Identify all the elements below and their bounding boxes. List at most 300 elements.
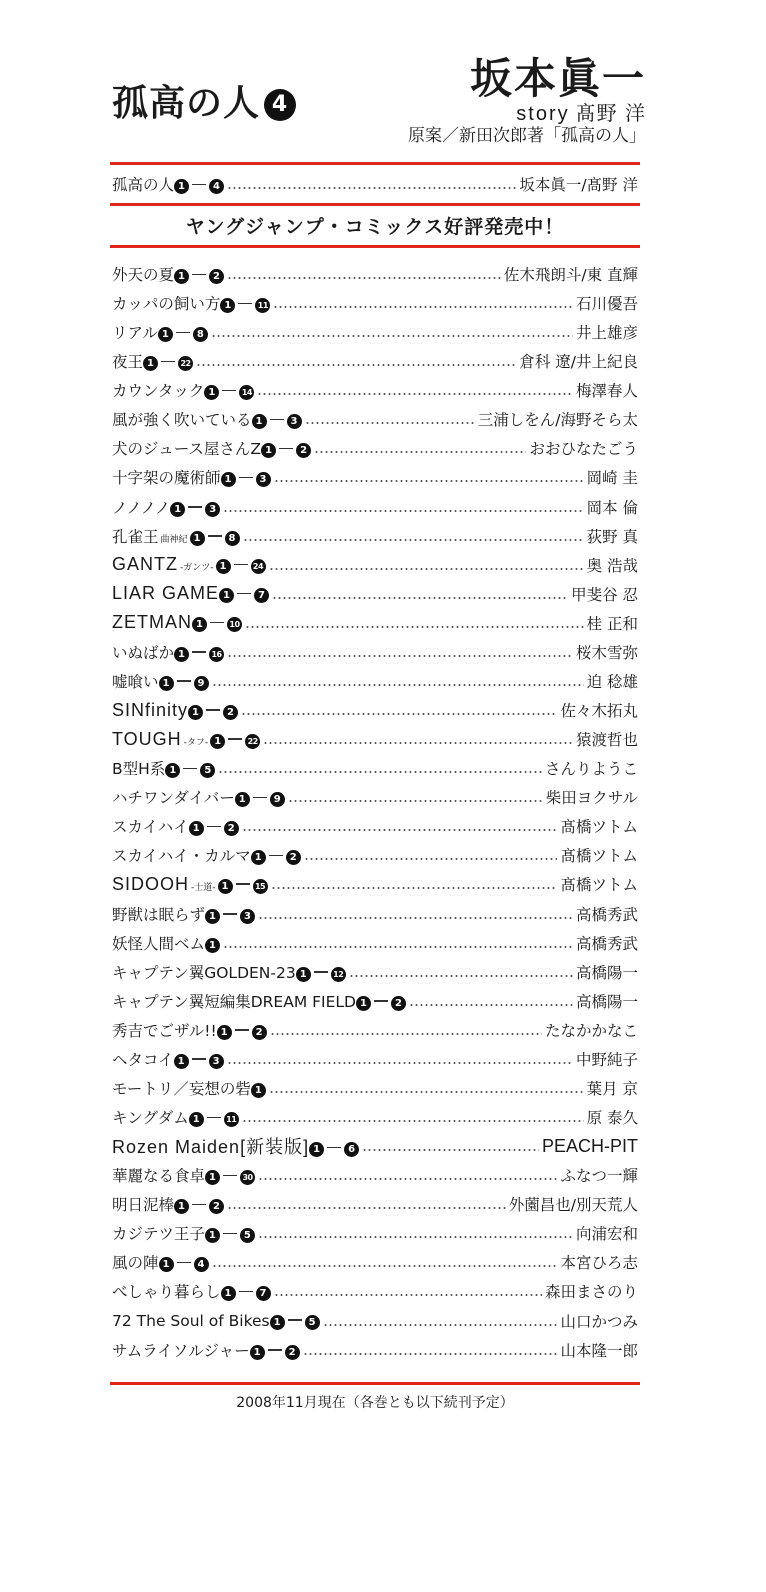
catalog-title-text: 嘘喰い — [112, 672, 159, 691]
volume-end-badge: 2 — [224, 821, 239, 836]
dot-leader — [288, 800, 543, 802]
catalog-title — [112, 1077, 266, 1099]
volume-start-badge: 1 — [205, 1228, 220, 1243]
volume-start-badge: 1 — [174, 179, 189, 194]
volume-start-badge: 1 — [205, 909, 220, 924]
catalog-title-text: キングダム — [112, 1109, 189, 1128]
dot-leader — [257, 393, 573, 395]
volume-start-badge: 1 — [251, 850, 266, 865]
volume-start-badge: 1 — [356, 996, 371, 1011]
volume-end-badge: 4 — [209, 179, 224, 194]
range-dash — [192, 651, 206, 653]
volume-end-badge: 8 — [225, 531, 240, 546]
dot-leader — [270, 1033, 542, 1035]
volume-start-badge: 1 — [143, 356, 158, 371]
volume-start-badge: 1 — [217, 1025, 232, 1040]
catalog-title-text: B型H系 — [112, 760, 166, 779]
catalog-title-text: ヘタコイ — [112, 1050, 174, 1069]
catalog-title-text: LIAR GAME — [112, 583, 220, 604]
catalog-row — [112, 290, 638, 316]
volume-end-badge: 5 — [240, 1228, 255, 1243]
catalog-row — [112, 464, 638, 490]
catalog-title — [112, 932, 220, 954]
volume-end-badge: 6 — [344, 1142, 359, 1157]
banner-heading: ヤングジャンプ・コミックス好評発売中！ — [185, 216, 565, 238]
catalog-title — [112, 786, 285, 808]
catalog-author: 高橋陽一 — [575, 992, 638, 1011]
volume-start-badge: 1 — [174, 1054, 189, 1069]
dot-leader — [349, 975, 573, 977]
dot-leader — [227, 277, 501, 279]
catalog-author: さんりようこ — [544, 760, 638, 779]
catalog-author: 本宮ひろ志 — [560, 1254, 638, 1273]
catalog-row — [112, 1337, 638, 1363]
catalog-title-text: SIDOOH — [112, 873, 190, 894]
catalog-title — [112, 874, 268, 895]
catalog-row — [112, 1133, 638, 1159]
catalog-row — [112, 1162, 638, 1188]
catalog-author: 岡崎 圭 — [586, 469, 638, 488]
volume-end-badge: 3 — [256, 472, 271, 487]
catalog-author: 中野純子 — [575, 1050, 638, 1069]
range-dash — [268, 1349, 282, 1351]
volume-start-badge: 1 — [261, 443, 276, 458]
volume-end-badge: 14 — [239, 385, 254, 400]
catalog-title-text: 72 The Soul of Bikes — [112, 1311, 270, 1330]
volume-start-badge: 1 — [158, 327, 173, 342]
volume-start-badge: 1 — [235, 792, 250, 807]
range-dash — [239, 1291, 253, 1293]
dot-leader — [227, 655, 573, 657]
catalog-title-text: 犬のジュース屋さんZ — [112, 440, 262, 459]
volume-end-badge: 22 — [178, 356, 193, 371]
catalog-row — [112, 784, 638, 810]
range-dash — [177, 680, 191, 682]
catalog-row — [112, 1308, 638, 1334]
range-dash — [177, 1262, 191, 1264]
volume-end-badge: 2 — [223, 705, 238, 720]
volume-end-badge: 24 — [251, 559, 266, 574]
catalog-author: 荻野 真 — [586, 527, 638, 546]
catalog-author: 桜木雪弥 — [575, 643, 638, 662]
volume-start-badge: 1 — [165, 763, 180, 778]
dot-leader — [196, 364, 516, 366]
range-dash — [192, 1204, 206, 1206]
catalog-row — [112, 755, 638, 781]
volume-start-badge: 1 — [216, 559, 231, 574]
volume-start-badge: 1 — [159, 1257, 174, 1272]
volume-start-badge: 1 — [270, 1315, 285, 1330]
dot-leader — [223, 510, 583, 512]
volume-end-badge: 22 — [245, 734, 260, 749]
catalog-row — [112, 435, 638, 461]
catalog-row — [112, 1278, 638, 1304]
catalog-row — [112, 871, 638, 897]
range-dash — [207, 1117, 221, 1119]
volume-start-badge: 1 — [174, 269, 189, 284]
range-dash — [188, 506, 202, 508]
series-title-text: 孤高の人 — [112, 176, 175, 194]
catalog-title-text: モートリ／妄想の砦 — [112, 1079, 251, 1098]
catalog-title — [112, 496, 220, 518]
divider-bottom — [110, 1382, 640, 1385]
volume-end-badge: 4 — [194, 1257, 209, 1272]
footnote: 2008年11月現在（各巻とも以下続刊予定） — [236, 1395, 514, 1411]
volume-end-badge: 11 — [224, 1112, 239, 1127]
volume-start-badge: 1 — [204, 385, 219, 400]
volume-start-badge: 1 — [189, 821, 204, 836]
catalog-title — [112, 1251, 209, 1273]
catalog-row — [112, 1191, 638, 1217]
catalog-row — [112, 726, 638, 752]
catalog-title-text: ノノノノ — [112, 498, 171, 517]
catalog-row — [112, 610, 638, 636]
volume-start-badge: 1 — [252, 414, 267, 429]
divider-top — [110, 162, 640, 165]
volume-start-badge: 1 — [189, 1112, 204, 1127]
catalog-author: たなかかなこ — [544, 1021, 638, 1040]
volume-start-badge: 1 — [219, 588, 234, 603]
catalog-title — [112, 525, 240, 547]
volume-end-badge: 3 — [240, 909, 255, 924]
catalog-row — [112, 1017, 638, 1043]
range-dash — [210, 622, 224, 624]
volume-end-badge: 9 — [194, 676, 209, 691]
catalog-author: 髙橋ツトム — [560, 847, 638, 866]
catalog-row — [112, 1220, 638, 1246]
volume-end-badge: 11 — [255, 298, 270, 313]
catalog-title-text: キャプテン翼GOLDEN-23 — [112, 963, 296, 982]
story-credit — [408, 102, 646, 125]
catalog-title — [112, 1048, 224, 1070]
dot-leader — [242, 829, 558, 831]
catalog-title — [112, 437, 311, 459]
catalog-author: 向浦宏和 — [575, 1225, 638, 1244]
volume-start-badge: 1 — [170, 502, 185, 517]
range-dash — [223, 1233, 237, 1235]
book-title — [112, 82, 296, 126]
volume-end-badge: 2 — [286, 850, 301, 865]
volume-start-badge: 1 — [221, 472, 236, 487]
volume-start-badge: 1 — [221, 1286, 236, 1301]
dot-leader — [218, 771, 542, 773]
volume-start-badge: 1 — [210, 734, 225, 749]
catalog-title — [112, 961, 346, 983]
dot-leader — [272, 597, 568, 599]
dot-leader — [263, 742, 573, 744]
catalog-title — [112, 1339, 300, 1361]
catalog-title-text: 風が強く吹いている — [112, 411, 252, 430]
catalog-author: 井上雄彦 — [575, 324, 638, 343]
catalog-title — [112, 700, 238, 721]
dot-leader — [241, 713, 557, 715]
dot-leader — [227, 1062, 573, 1064]
credits — [408, 56, 646, 147]
catalog-row — [112, 377, 638, 403]
range-dash — [239, 477, 253, 479]
volume-start-badge: 1 — [251, 1083, 266, 1098]
catalog-row — [112, 581, 638, 607]
story-label: story — [516, 103, 570, 125]
volume-end-badge: 2 — [252, 1025, 267, 1040]
volume-start-badge: 1 — [296, 967, 311, 982]
range-dash — [314, 971, 328, 973]
catalog-title — [112, 554, 266, 575]
catalog-title-text: 妖怪人間ベム — [112, 934, 206, 953]
dot-leader — [273, 306, 573, 308]
catalog-title — [112, 612, 242, 633]
catalog-title — [112, 466, 271, 488]
catalog-author: 外薗昌也/別天荒人 — [508, 1196, 638, 1215]
range-dash — [208, 535, 222, 537]
series-title — [112, 173, 224, 195]
volume-end-badge: 2 — [209, 1199, 224, 1214]
dot-leader — [212, 1265, 558, 1267]
catalog-author: 佐木飛朗斗/東 直輝 — [503, 266, 638, 284]
catalog-row — [112, 1046, 638, 1072]
divider-banner-bottom — [110, 245, 640, 248]
catalog-title-text: ハチワンダイバー — [112, 789, 235, 808]
volume-end-badge: 7 — [256, 1286, 271, 1301]
catalog-author: 三浦しをん/海野そら太 — [477, 411, 638, 430]
volume-start-badge: 1 — [309, 1142, 324, 1157]
range-dash — [192, 1058, 206, 1060]
catalog-row — [112, 668, 638, 694]
catalog-author: 原 泰久 — [586, 1109, 638, 1128]
volume-end-badge: 10 — [227, 617, 242, 632]
dot-leader — [269, 1091, 584, 1093]
catalog-title — [112, 1019, 267, 1041]
dot-leader — [305, 422, 475, 424]
range-dash — [288, 1319, 302, 1321]
dot-leader — [274, 1294, 542, 1296]
catalog-title — [112, 292, 270, 314]
catalog-title-text: GANTZ — [112, 554, 178, 575]
catalog-title — [112, 321, 208, 343]
series-author: 坂本眞一/髙野 洋 — [519, 176, 638, 194]
catalog-row — [112, 813, 638, 839]
volume-start-badge: 1 — [190, 531, 205, 546]
catalog-title — [112, 350, 193, 372]
catalog-row — [112, 842, 638, 868]
catalog-title — [112, 1164, 255, 1186]
catalog-title-text: 秀吉でごザル!! — [112, 1021, 217, 1040]
catalog-author: 佐々木拓丸 — [560, 702, 638, 721]
volume-end-badge: 3 — [205, 502, 220, 517]
volume-end-badge: 8 — [193, 327, 208, 342]
dot-leader — [303, 1353, 558, 1355]
catalog-title-text: SINfinity — [112, 699, 189, 720]
catalog-title-text: 十字架の魔術師 — [112, 469, 221, 488]
catalog-title — [112, 263, 224, 285]
catalog-title — [112, 990, 406, 1012]
range-dash — [374, 1000, 388, 1002]
catalog-author: 奥 浩哉 — [586, 556, 638, 575]
dot-leader — [304, 858, 558, 860]
dot-leader — [227, 1207, 506, 1209]
catalog-author: 桂 正和 — [586, 614, 638, 633]
catalog-author: 梅澤春人 — [575, 382, 638, 401]
catalog-title — [112, 1193, 224, 1215]
volume-end-badge: 12 — [331, 967, 346, 982]
catalog-title-text: カジテツ王子 — [112, 1225, 205, 1244]
range-dash — [222, 390, 236, 392]
catalog-subtitle: -士道- — [191, 882, 216, 893]
catalog-row — [112, 901, 638, 927]
range-dash — [192, 184, 206, 186]
range-dash — [234, 564, 248, 566]
volume-start-badge: 1 — [174, 647, 189, 662]
range-dash — [176, 332, 190, 334]
volume-start-badge: 1 — [188, 705, 203, 720]
range-dash — [253, 797, 267, 799]
dot-leader — [323, 1324, 558, 1326]
volume-end-badge: 30 — [240, 1170, 255, 1185]
catalog-author: おおひなたごう — [529, 440, 638, 459]
dot-leader — [409, 1004, 573, 1006]
catalog-title-text: スカイハイ・カルマ — [112, 847, 251, 866]
book-title-text: 孤高の人 — [112, 83, 261, 124]
dot-leader — [362, 1149, 539, 1151]
volume-start-badge: 1 — [174, 1199, 189, 1214]
catalog-row — [112, 1104, 638, 1130]
volume-start-badge: 1 — [159, 676, 174, 691]
catalog-title-text: キャプテン翼短編集DREAM FIELD — [112, 992, 356, 1011]
divider-banner-top — [110, 203, 640, 206]
dot-leader — [223, 946, 573, 948]
catalog-title-text: カッパの飼い方 — [112, 295, 221, 314]
volume-end-badge: 3 — [287, 414, 302, 429]
volume-end-badge: 7 — [254, 588, 269, 603]
catalog-author: 倉科 遼/井上紀良 — [519, 353, 638, 372]
story-author: 髙野 洋 — [575, 101, 646, 125]
catalog-row — [112, 348, 638, 374]
volume-end-badge: 9 — [270, 792, 285, 807]
catalog-row — [112, 261, 638, 287]
catalog-author: 迫 稔雄 — [586, 672, 638, 691]
catalog-title — [112, 844, 301, 866]
volume-end-badge: 5 — [305, 1315, 320, 1330]
series-entry — [112, 171, 638, 197]
catalog-title — [112, 1133, 359, 1159]
catalog-row — [112, 959, 638, 985]
volume-start-badge: 1 — [205, 1170, 220, 1185]
catalog-author: 石川優吾 — [575, 295, 638, 314]
catalog-author: 高橋秀武 — [575, 905, 638, 924]
catalog-subtitle: 曲神紀 — [160, 534, 188, 545]
catalog-subtitle: -タフ- — [183, 737, 209, 748]
catalog-row — [112, 639, 638, 665]
catalog-author: 森田まさのり — [544, 1283, 638, 1302]
dot-leader — [258, 917, 573, 919]
catalog-title-text: 風の陣 — [112, 1254, 159, 1273]
range-dash — [237, 593, 251, 595]
dot-leader — [211, 335, 573, 337]
catalog-title-text: 外天の夏 — [112, 266, 175, 284]
dot-leader — [274, 480, 584, 482]
catalog-row — [112, 988, 638, 1014]
volume-end-badge: 2 — [296, 443, 311, 458]
catalog-row — [112, 494, 638, 520]
catalog-title-text: 夜王 — [112, 353, 144, 372]
catalog-title-text: 明日泥棒 — [112, 1196, 175, 1215]
dot-leader — [271, 887, 558, 889]
catalog-author: 山本隆一郎 — [560, 1341, 638, 1360]
range-dash — [223, 913, 237, 915]
dot-leader — [242, 1120, 584, 1122]
catalog-title — [112, 379, 254, 401]
range-dash — [192, 274, 206, 276]
range-dash — [206, 709, 220, 711]
catalog-row — [112, 930, 638, 956]
catalog-subtitle: -ガンツ- — [180, 563, 214, 574]
catalog-title — [112, 641, 224, 663]
dot-leader — [258, 1236, 573, 1238]
catalog-row — [112, 1075, 638, 1101]
catalog-title-text: 孔雀王 — [112, 527, 159, 546]
catalog-title-text: 野獣は眠らず — [112, 905, 206, 924]
catalog-title — [112, 1106, 239, 1128]
range-dash — [207, 826, 221, 828]
catalog-author: 岡本 倫 — [586, 498, 638, 517]
catalog-title-text: スカイハイ — [112, 818, 189, 837]
range-dash — [228, 738, 242, 740]
catalog-title-text: サムライソルジャー — [112, 1341, 250, 1360]
catalog-title — [112, 757, 215, 779]
catalog-title — [112, 815, 239, 837]
catalog-author: 髙橋ツトム — [560, 818, 638, 837]
range-dash — [270, 419, 284, 421]
catalog-title-text: 華麗なる食卓 — [112, 1167, 206, 1186]
volume-end-badge: 15 — [253, 879, 268, 894]
author-name: 坂本眞一 — [469, 54, 646, 103]
catalog-row — [112, 319, 638, 345]
catalog-author: 猿渡哲也 — [575, 731, 638, 750]
volume-start-badge: 1 — [218, 879, 233, 894]
catalog-title — [112, 408, 302, 430]
range-dash — [161, 361, 175, 363]
catalog-title-text: リアル — [112, 324, 158, 343]
volume-start-badge: 1 — [205, 938, 220, 953]
volume-end-badge: 2 — [209, 269, 224, 284]
catalog-row — [112, 552, 638, 578]
catalog-title — [112, 583, 269, 604]
original-credit: 原案／新田次郎著「孤高の人」 — [408, 126, 646, 146]
catalog-title — [112, 1280, 271, 1302]
range-dash — [269, 855, 283, 857]
dot-leader — [227, 187, 516, 189]
catalog-author: 高橋陽一 — [575, 963, 638, 982]
volume-badge: 4 — [264, 89, 296, 121]
dot-leader — [314, 451, 526, 453]
dot-leader — [258, 1178, 557, 1180]
catalog-author: 髙橋ツトム — [560, 876, 638, 895]
dot-leader — [269, 568, 584, 570]
volume-start-badge: 1 — [250, 1345, 265, 1360]
range-dash — [279, 448, 293, 450]
range-dash — [327, 1147, 341, 1149]
catalog-title-text: ZETMAN — [112, 612, 192, 633]
catalog-title — [112, 670, 209, 692]
catalog-title-text: カウンタック — [112, 382, 205, 401]
catalog-title-text: いぬばか — [112, 643, 175, 662]
catalog-author: 高橋秀武 — [575, 934, 638, 953]
range-dash — [223, 1175, 237, 1177]
volume-end-badge: 16 — [209, 647, 224, 662]
catalog-author: 山口かつみ — [560, 1312, 638, 1331]
catalog-row — [112, 1249, 638, 1275]
volume-end-badge: 2 — [285, 1345, 300, 1360]
